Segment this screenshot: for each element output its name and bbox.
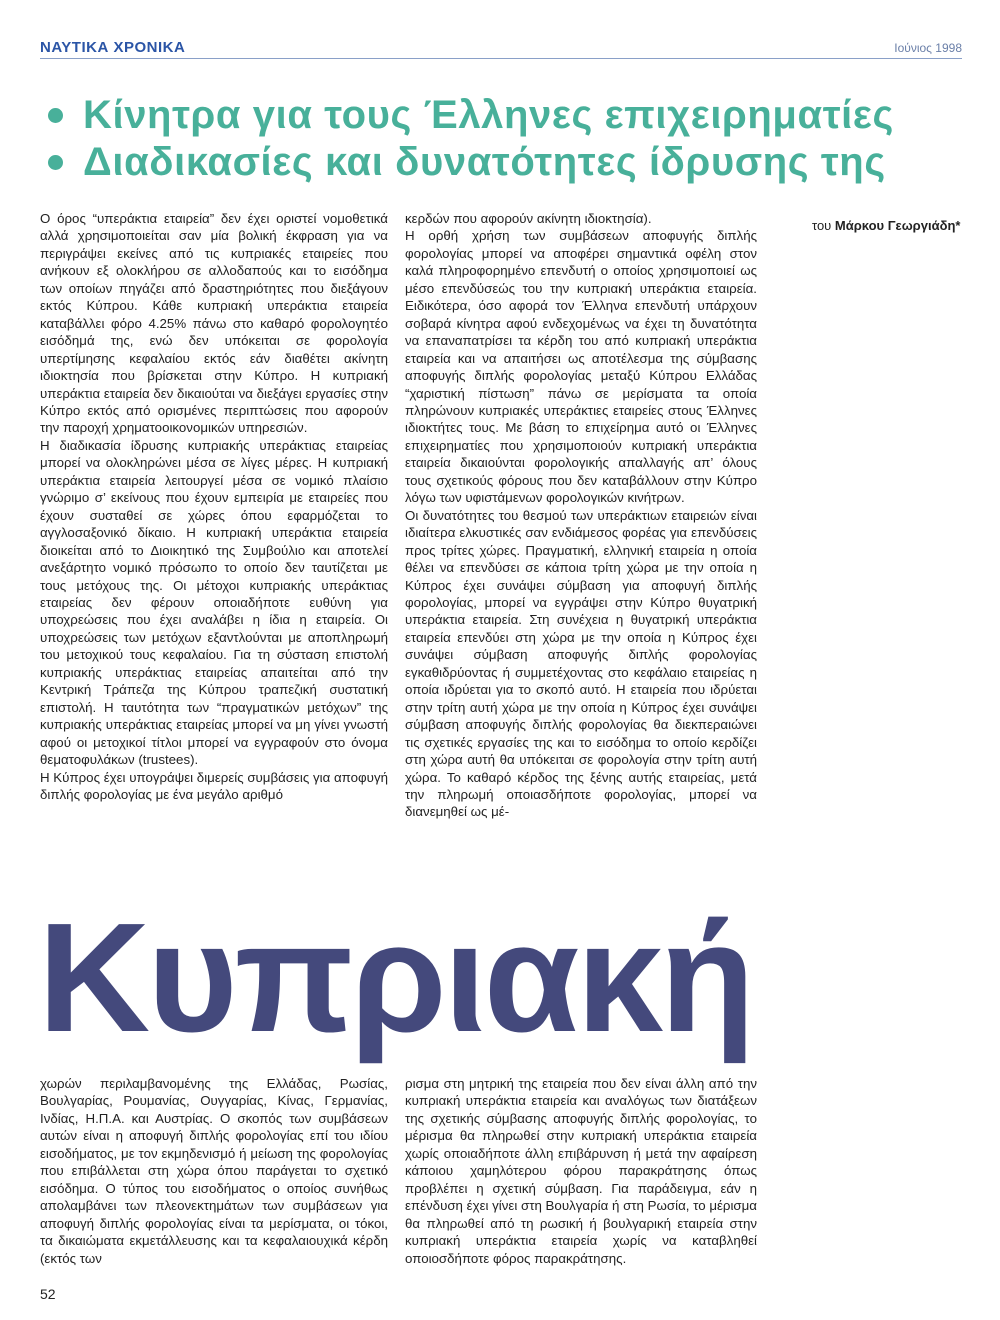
title-line-1	[48, 92, 953, 138]
column-1	[40, 210, 388, 803]
page-number: 52	[40, 1286, 56, 1302]
article-title	[48, 92, 953, 185]
paragraph: κερδών που αφορούν ακίνητη ιδιοκτησία).	[405, 211, 652, 226]
byline-prefix: του	[812, 218, 832, 233]
paragraph: Η διαδικασία ίδρυσης κυπριακής υπεράκτιας εταιρείας μπορεί να ολοκληρώνει μέσα σε λίγες μέρες. Η κυπριακή υπεράκτια εταιρεία λειτουργεί μέσα σε νομικό πλαίσιο γνώριμο σ’ εκείνους που έχουν εμπειρία με εταιρείες που έχουν συσταθεί σε χώρες όπου εφαρμόζεται το αγγλοσαξονικό δίκαιο. Η κυπριακή υπεράκτια εταιρεία διοικείται από το Διοικητικό της Συμβούλιο και αποτελεί ανεξάρτητο νομικό πρόσωπο το οποίο δεν ταυτίζεται με τους μετόχους της. Οι μέτοχοι κυπριακής υπεράκτιας εταιρείας δεν φέρουν οποιαδήποτε ευθύνη για υποχρεώσεις που έχει αναλάβει η ίδια η εταιρεία. Οι υποχρεώσεις των μετόχων εξαντλούνται με αποπληρωμή του μετοχικού τους κεφαλαίου. Για τη σύσταση επιστολή κυπριακής υπεράκτιας εταιρείας απαιτείται από την Κεντρική Τράπεζα της Κύπρου τραπεζική συστατική επιστολή. Η ταυτότητα των “πραγματικών μετόχων” της κυπριακής υπεράκτιας εταιρείας μπορεί να μη γίνει γνωστή αφού οι μετοχικοί τίτλοι μπορεί να εγγραφούν στο όνομα θεματοφυλάκων (trustees).	[40, 437, 388, 768]
paragraph: Ο όρος “υπεράκτια εταιρεία” δεν έχει οριστεί νομοθετικά αλλά χρησιμοποιείται σαν μία βολική έκφραση για να περιγράψει εκείνες από τις κυπριακές εταιρείες που ανήκουν εξ ολοκλήρου σε αλλοδαπούς και το εισόδημα των οποίων πηγάζει από δραστηριότητες που διεξάγουν εκτός Κύπρου. Κάθε κυπριακή υπεράκτια εταιρεία καταβάλλει φόρο 4.25% πάνω στο καθαρό φορολογητέο εισόδημά της, ενώ δεν υπόκειται σε φορολογία υπερτίμησης κεφαλαίου εκτός εάν διαθέτει ακίνητη ιδιοκτησία που βρίσκεται στην Κύπρο. Η κυπριακή υπεράκτια εταιρεία δεν δικαιούται να διεξάγει εργασίες στην Κύπρο εκτός από ορισμένες περιπτώσεις που αφορούν την παροχή χρηματοοικονομικών υπηρεσιών.	[40, 211, 388, 436]
title-text-2: Διαδικασίες και δυνατότητες ίδρυσης της	[83, 140, 886, 184]
bullet-icon	[48, 108, 63, 123]
paragraph: Η ορθή χρήση των συμβάσεων αποφυγής διπλής φορολογίας μπορεί να αποφέρει σημαντικά οφέλη στον καλά πληροφορημένο επενδυτή ο οποίος χρησιμοποιεί ως μέσο επενδύσεώς του την κυπριακή υπεράκτια εταιρεία. Ειδικότερα, όσο αφορά τον Έλληνα επενδυτή υπάρχουν σοβαρά κίνητρα αφού ενδεχομένως να έχει τη δυνατότητα να επαναπατρίσει τα κέρδη του από κυπριακή υπεράκτια εταιρεία και να απαιτήσει ως αποτέλεσμα της σύμβασης αποφυγής διπλής φορολογίας μεταξύ Κύπρου Ελλάδας “χαριστική πίστωση” πάνω σε μερίσματα τα οποία πληρώνουν κυπριακές υπεράκτιες εταιρείες στους Έλληνες ιδιοκτήτες τους. Με βάση το επιχείρημα αυτό οι Έλληνες επιχειρηματίες που χρησιμοποιούν κυπριακή υπεράκτια εταιρεία δικαιούνται φορολογικής απαλλαγής απ’ όλους τους σχετικούς φόρους που δεν καταβάλλουν στην Κύπρο λόγω των υφιστάμενων φορολογικών κινήτρων.	[405, 228, 757, 506]
paragraph: ρισμα στη μητρική της εταιρεία που δεν είναι άλλη από την κυπριακή υπεράκτια εταιρεία και αναλόγως των διατάξεων της σχετικής σύμβασης αποφυγής διπλής φορολογίας, το μέρισμα θα πληρωθεί στην κυπριακή υπεράκτια εταιρεία χωρίς οποιαδήποτε άλλη επιβάρυνση ή μετά την αφαίρεση κάποιου χαμηλότερου φόρου παρακράτησης όπως προβλέπει η σχετική σύμβαση. Για παράδειγμα, εάν η επένδυση έχει γίνει στη Βουλγαρία ή στη Ρωσία, το μέρισμα θα πληρωθεί από τη ρωσική ή βουλγαρική εταιρεία στην κυπριακή υπεράκτια εταιρεία χωρίς να καταβληθεί οποιοσδήποτε φόρος παρακράτησης.	[405, 1076, 757, 1266]
paragraph: Η Κύπρος έχει υπογράψει διμερείς συμβάσεις για αποφυγή διπλής φορολογίας με ένα μεγάλο αριθμό	[40, 769, 388, 802]
paragraph: Οι δυνατότητες του θεσμού των υπεράκτιων εταιρειών είναι ιδιαίτερα ελκυστικές σαν ενδιάμεσος φορέας για επενδύσεις προς τρίτες χώρες. Πραγματική, ελληνική εταιρεία η οποία θέλει να επενδύσει σε κάποια τρίτη χώρα με την οποία η Κύπρος έχει συνάψει σύμβαση για αποφυγή διπλής φορολογίας, μπορεί να εγγράψει στην Κύπρο θυγατρική υπεράκτια εταιρεία. Στη συνέχεια η θυγατρική υπεράκτια εταιρεία επενδύει στη χώρα με την οποία η Κύπρος έχει συνάψει σύμβαση αποφυγής διπλής φορολογίας εγκαθιδρύοντας ή συμμετέχοντας στο κεφάλαιο εταιρείας η οποία ιδρύεται για το σκοπό αυτό. Η εταιρεία που ιδρύεται στην τρίτη αυτή χώρα με την οποία η Κύπρος έχει συνάψει σύμβαση αποφυγής διπλής φορολογίας θα διεκπεραιώνει τις σχετικές εργασίες της και το εισόδημα το οποίο κερδίζει στη χώρα αυτή θα υπόκειται σε φορολογία στην τρίτη αυτή χώρα. Το καθαρό κέρδος της ξένης αυτής εταιρείας, μετά την πληρωμή οποιασδήποτε φορολογίας, μπορεί να διανεμηθεί ως μέ-	[405, 507, 757, 820]
column-3	[40, 1075, 388, 1267]
column-4	[405, 1075, 757, 1267]
title-line-2	[48, 139, 953, 185]
headline-word: Κυπριακή	[38, 890, 752, 1064]
bullet-icon	[48, 155, 63, 170]
author-name: Μάρκου Γεωργιάδη*	[834, 218, 961, 233]
title-text-1: Κίνητρα για τους Έλληνες επιχειρηματίες	[83, 93, 894, 137]
page-header	[40, 38, 962, 64]
paragraph: χωρών περιλαμβανομένης της Ελλάδας, Ρωσίας, Βουλγαρίας, Ρουμανίας, Ουγγαρίας, Κίνας, Γερμανίας, Ινδίας, Η.Π.Α. και Αυστρίας. Ο σκοπός των συμβάσεων αυτών είναι η αποφυγή διπλής φορολογίας επί του ιδίου εισοδήματος, με τον εκμηδενισμό ή μείωση της φορολογίας που επιβάλλεται στη χώρα όπου παράγεται το σχετικό εισόδημα. Ο τύπος του εισοδήματος ο οποίος συνήθως απολαμβάνει των πλεονεκτημάτων των συμβάσεων για αποφυγή διπλής φορολογίας είναι τα μερίσματα, οι τόκοι, τα δικαιώματα εκμετάλλευσης και τα κεφαλαιουχικά κέρδη (εκτός των	[40, 1076, 388, 1266]
issue-date: Ιούνιος 1998	[888, 41, 962, 55]
byline	[812, 218, 960, 233]
column-2	[405, 210, 757, 821]
magazine-name: ΝΑΥΤΙΚΑ ΧΡΟΝΙΚΑ	[40, 38, 191, 58]
header-rule	[40, 58, 962, 59]
